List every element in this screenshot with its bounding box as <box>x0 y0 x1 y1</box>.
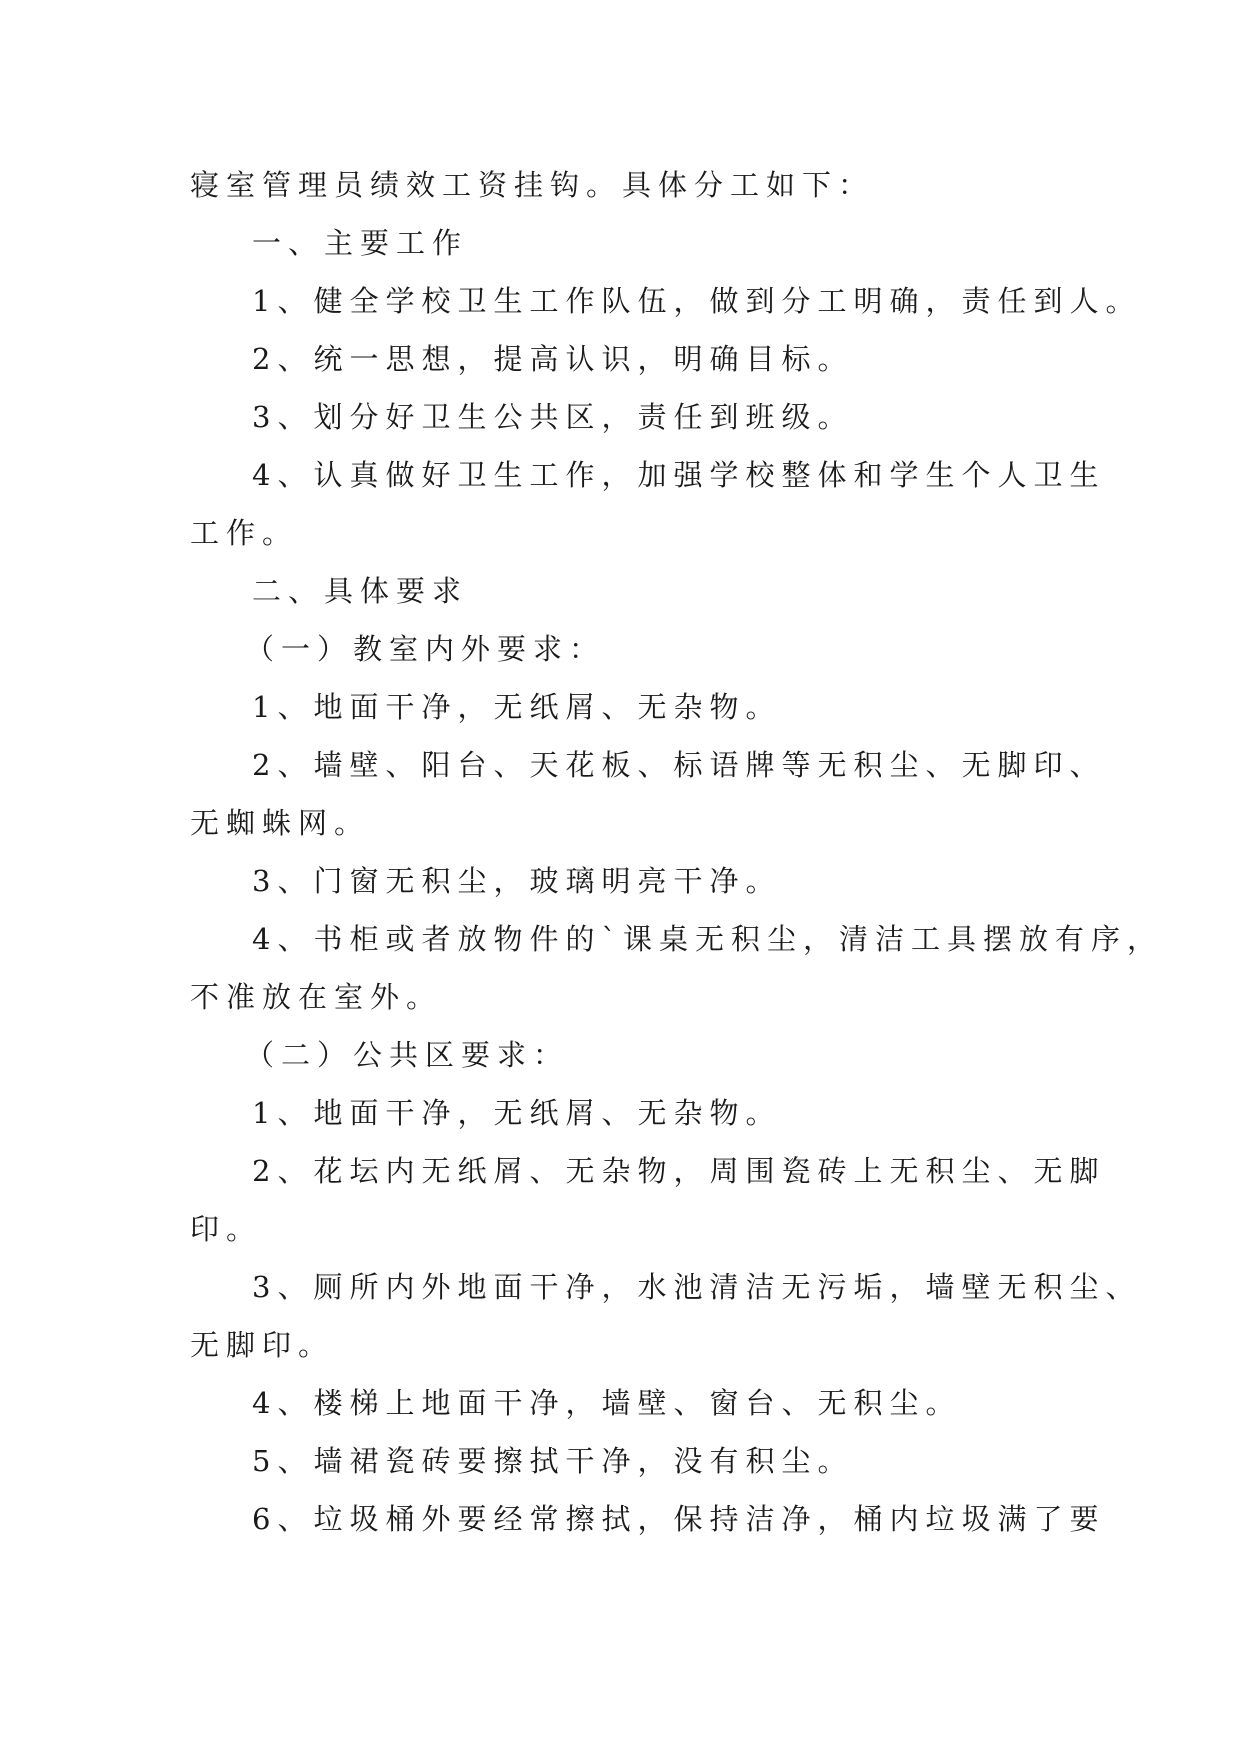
list-item: 3、划分好卫生公共区，责任到班级。 <box>252 400 854 434</box>
list-item: 5、墙裙瓷砖要擦拭干净，没有积尘。 <box>252 1444 854 1478</box>
list-item-continuation: 工作。 <box>190 516 299 550</box>
list-item: 3、厕所内外地面干净，水池清洁无污垢，墙壁无积尘、 <box>252 1270 1142 1304</box>
list-item-continuation: 印。 <box>190 1212 263 1246</box>
subsection-heading-public-area: （二）公共区要求： <box>245 1038 570 1072</box>
list-item: 4、认真做好卫生工作，加强学校整体和学生个人卫生 <box>252 458 1106 492</box>
section-heading-requirements: 二、具体要求 <box>252 574 469 608</box>
list-item: 6、垃圾桶外要经常擦拭，保持洁净，桶内垃圾满了要 <box>252 1502 1106 1536</box>
list-item: 3、门窗无积尘，玻璃明亮干净。 <box>252 864 782 898</box>
list-item: 4、楼梯上地面干净，墙壁、窗台、无积尘。 <box>252 1386 962 1420</box>
list-item: 1、地面干净，无纸屑、无杂物。 <box>252 1096 782 1130</box>
list-item: 4、书柜或者放物件的`课桌无积尘，清洁工具摆放有序， <box>252 922 1163 956</box>
list-item: 1、健全学校卫生工作队伍，做到分工明确，责任到人。 <box>252 284 1142 318</box>
paragraph-continuation: 寝室管理员绩效工资挂钩。具体分工如下： <box>190 168 875 202</box>
list-item-continuation: 不准放在室外。 <box>190 980 443 1014</box>
list-item: 2、花坛内无纸屑、无杂物，周围瓷砖上无积尘、无脚 <box>252 1154 1106 1188</box>
list-item-continuation: 无脚印。 <box>190 1328 335 1362</box>
subsection-heading-classroom: （一）教室内外要求： <box>245 632 606 666</box>
list-item: 2、统一思想，提高认识，明确目标。 <box>252 342 854 376</box>
list-item: 1、地面干净，无纸屑、无杂物。 <box>252 690 782 724</box>
list-item: 2、墙壁、阳台、天花板、标语牌等无积尘、无脚印、 <box>252 748 1106 782</box>
document-body <box>190 156 1163 1548</box>
section-heading-main-work: 一、主要工作 <box>252 226 469 260</box>
list-item-continuation: 无蜘蛛网。 <box>190 806 371 840</box>
